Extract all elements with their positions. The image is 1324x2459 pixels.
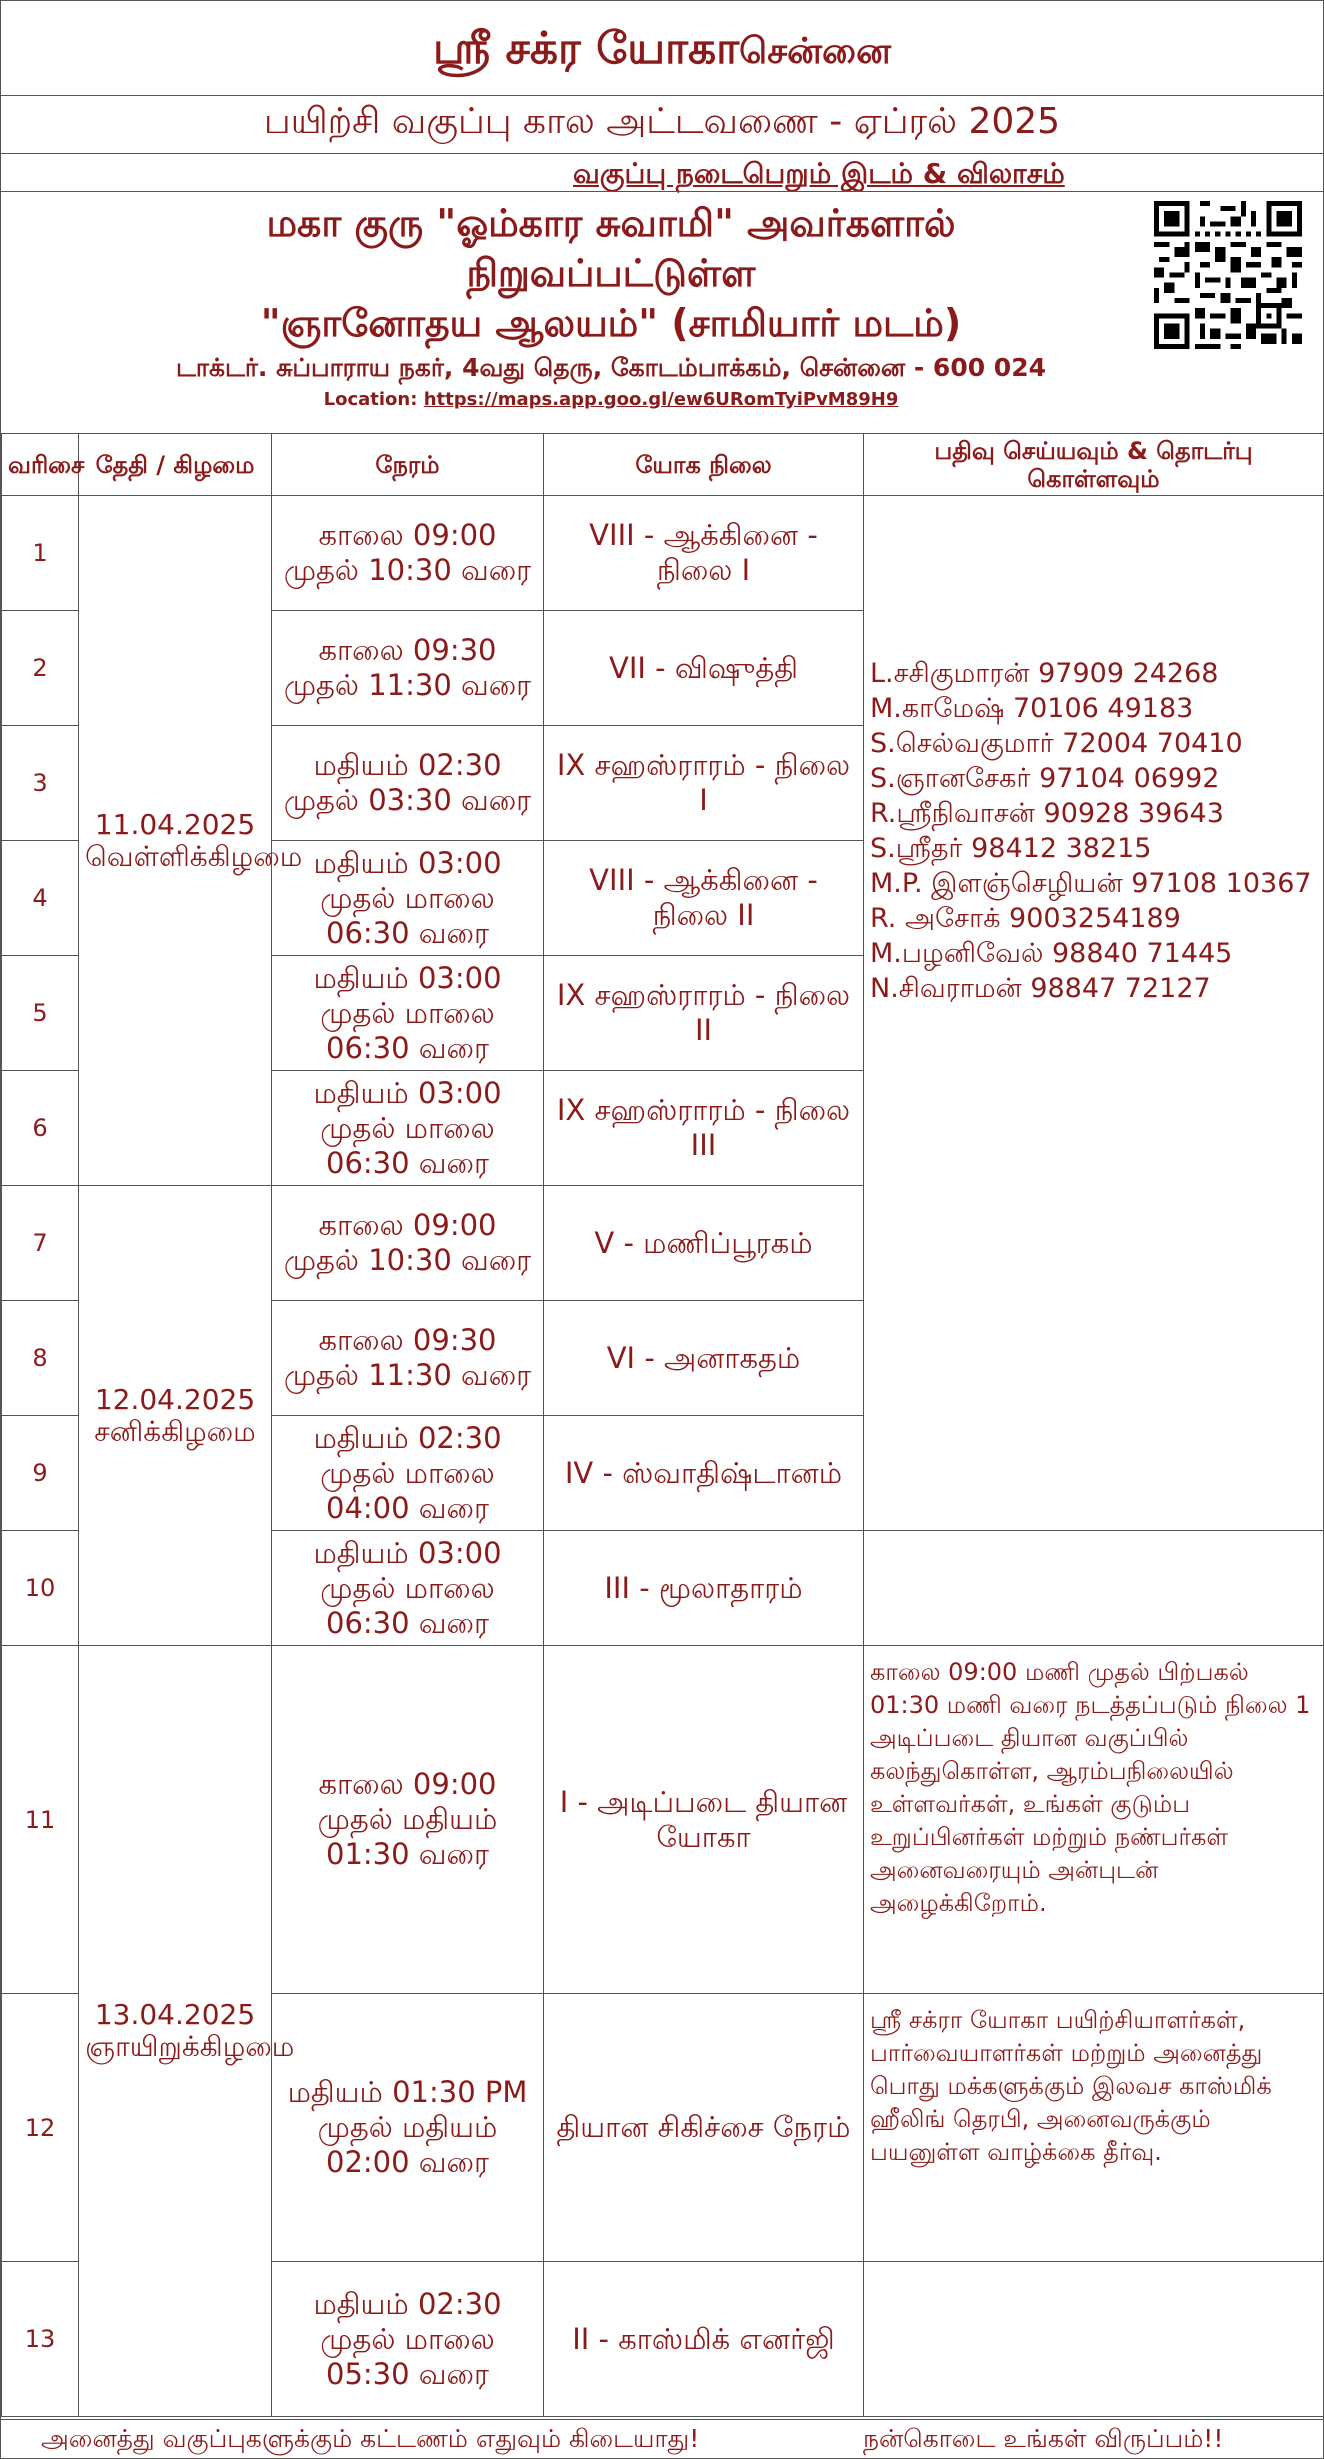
venue-address: டாக்டர். சுப்பாராய நகர், 4வது தெரு, கோடம்பாக்கம், சென்னை - 600 024 [176,353,1046,382]
level-cell: I - அடிப்படை தியான யோகா [544,1646,864,1994]
empty-cell [864,2262,1324,2417]
contact-entry: L.சசிகுமாரன் 97909 24268 [870,658,1219,689]
col-header-no: வரிசை [2,434,79,496]
table-header-row [2,434,1324,496]
time-cell: மதியம் 03:00 முதல் மாலை 06:30 வரை [272,1531,544,1646]
row-number: 9 [2,1416,79,1531]
level-cell: V - மணிப்பூரகம் [544,1186,864,1301]
title-city: சென்னை [739,31,892,72]
note-cell: காலை 09:00 மணி முதல் பிற்பகல் 01:30 மணி வரை நடத்தப்படும் நிலை 1 அடிப்படை தியான வகுப்பில் கலந்துகொள்ள, ஆரம்பநிலையில் உள்ளவர்கள், உங்கள் குடும்ப உறுப்பினர்கள் மற்றும் நண்பர்கள் அனைவரையும் அன்புடன் அழைக்கிறோம். [864,1646,1324,1994]
row-number: 7 [2,1186,79,1301]
divider [1,95,1323,96]
contact-entry: S.ஸ்ரீதர் 98412 38215 [870,833,1152,864]
level-cell: IX சஹஸ்ராரம் - நிலை III [544,1071,864,1186]
footer-donation-note: நன்கொடை உங்கள் விருப்பம்!! [863,2424,1224,2453]
contacts-cell [864,496,1324,1531]
venue-line-1: மகா குரு "ஓம்கார சுவாமி" அவர்களால் [266,201,956,245]
footer-fee-note: அனைத்து வகுப்புகளுக்கும் கட்டணம் எதுவும் கிடையாது! [41,2424,700,2453]
col-header-date: தேதி / கிழமை [79,434,272,496]
contact-entry: S.ஞானசேகர் 97104 06992 [870,763,1220,794]
contact-entry: N.சிவராமன் 98847 72127 [870,973,1211,1004]
venue-line-2: நிறுவப்பட்டுள்ள [466,251,756,295]
page-title: ஸ்ரீ சக்ர யோகாசென்னை [432,23,892,74]
time-cell: காலை 09:00 முதல் 10:30 வரை [272,1186,544,1301]
divider [1,191,1323,192]
qr-code-icon [1154,201,1302,349]
time-cell: மதியம் 01:30 PM முதல் மதியம் 02:00 வரை [272,1994,544,2262]
time-cell: மதியம் 02:30 முதல் மாலை 04:00 வரை [272,1416,544,1531]
time-cell: மதியம் 02:30 முதல் 03:30 வரை [272,726,544,841]
level-cell: III - மூலாதாரம் [544,1531,864,1646]
note-cell: ஸ்ரீ சக்ரா யோகா பயிற்சியாளர்கள், பார்வையாளர்கள் மற்றும் அனைத்து பொது மக்களுக்கும் இலவச காஸ்மிக் ஹீலிங் தெரபி, அனைவருக்கும் பயனுள்ள வாழ்க்கை தீர்வு. [864,1994,1324,2262]
row-number: 13 [2,2262,79,2417]
row-number: 10 [2,1531,79,1646]
row-number: 12 [2,1994,79,2262]
time-cell: மதியம் 03:00 முதல் மாலை 06:30 வரை [272,841,544,956]
time-cell: காலை 09:00 முதல் 10:30 வரை [272,496,544,611]
divider [1,153,1323,154]
time-cell: மதியம் 03:00 முதல் மாலை 06:30 வரை [272,956,544,1071]
time-cell: காலை 09:30 முதல் 11:30 வரை [272,611,544,726]
row-number: 2 [2,611,79,726]
time-cell: மதியம் 02:30 முதல் மாலை 05:30 வரை [272,2262,544,2417]
empty-cell [864,1531,1324,1646]
time-cell: காலை 09:00 முதல் மதியம் 01:30 வரை [272,1646,544,1994]
contact-entry: M.காமேஷ் 70106 49183 [870,693,1194,724]
time-cell: மதியம் 03:00 முதல் மாலை 06:30 வரை [272,1071,544,1186]
row-number: 11 [2,1646,79,1994]
date-cell: 13.04.2025 ஞாயிறுக்கிழமை [79,1646,272,2417]
contact-entry: M.பழனிவேல் 98840 71445 [870,938,1233,969]
footer [1,2419,1323,2459]
col-header-level: யோக நிலை [544,434,864,496]
table-row [2,1646,1324,1994]
col-header-time: நேரம் [272,434,544,496]
level-cell: IX சஹஸ்ராரம் - நிலை II [544,956,864,1071]
contact-entry: R.ஸ்ரீநிவாசன் 90928 39643 [870,798,1224,829]
date-cell: 11.04.2025 வெள்ளிக்கிழமை [79,496,272,1186]
page-subtitle: பயிற்சி வகுப்பு கால அட்டவணை - ஏப்ரல் 2025 [263,101,1061,142]
venue-label: வகுப்பு நடைபெறும் இடம் & விலாசம் [573,157,1065,190]
row-number: 5 [2,956,79,1071]
level-cell: தியான சிகிச்சை நேரம் [544,1994,864,2262]
level-cell: VIII - ஆக்கினை - நிலை II [544,841,864,956]
table-row [2,496,1324,611]
level-cell: IV - ஸ்வாதிஷ்டானம் [544,1416,864,1531]
row-number: 8 [2,1301,79,1416]
level-cell: VI - அனாகதம் [544,1301,864,1416]
venue-location [61,389,1161,410]
contact-entry: M.P. இளஞ்செழியன் 97108 10367 [870,868,1312,899]
level-cell: VII - விஷுத்தி [544,611,864,726]
row-number: 1 [2,496,79,611]
schedule-table [1,433,1324,2417]
contact-entry: R. அசோக் 9003254189 [870,903,1181,934]
col-header-contact: பதிவு செய்யவும் & தொடர்பு கொள்ளவும் [864,434,1324,496]
venue-line-3: "ஞானோதய ஆலயம்" (சாமியார் மடம்) [260,301,962,345]
contact-entry: S.செல்வகுமார் 72004 70410 [870,728,1243,759]
row-number: 3 [2,726,79,841]
location-label: Location: [323,389,418,410]
time-cell: காலை 09:30 முதல் 11:30 வரை [272,1301,544,1416]
level-cell: IX சஹஸ்ராரம் - நிலை I [544,726,864,841]
level-cell: II - காஸ்மிக் எனர்ஜி [544,2262,864,2417]
venue-block [1,193,1323,433]
row-number: 6 [2,1071,79,1186]
row-number: 4 [2,841,79,956]
date-cell: 12.04.2025 சனிக்கிழமை [79,1186,272,1646]
level-cell: VIII - ஆக்கினை - நிலை I [544,496,864,611]
location-link[interactable]: https://maps.app.goo.gl/ew6URomTyiPvM89H9 [423,389,899,410]
